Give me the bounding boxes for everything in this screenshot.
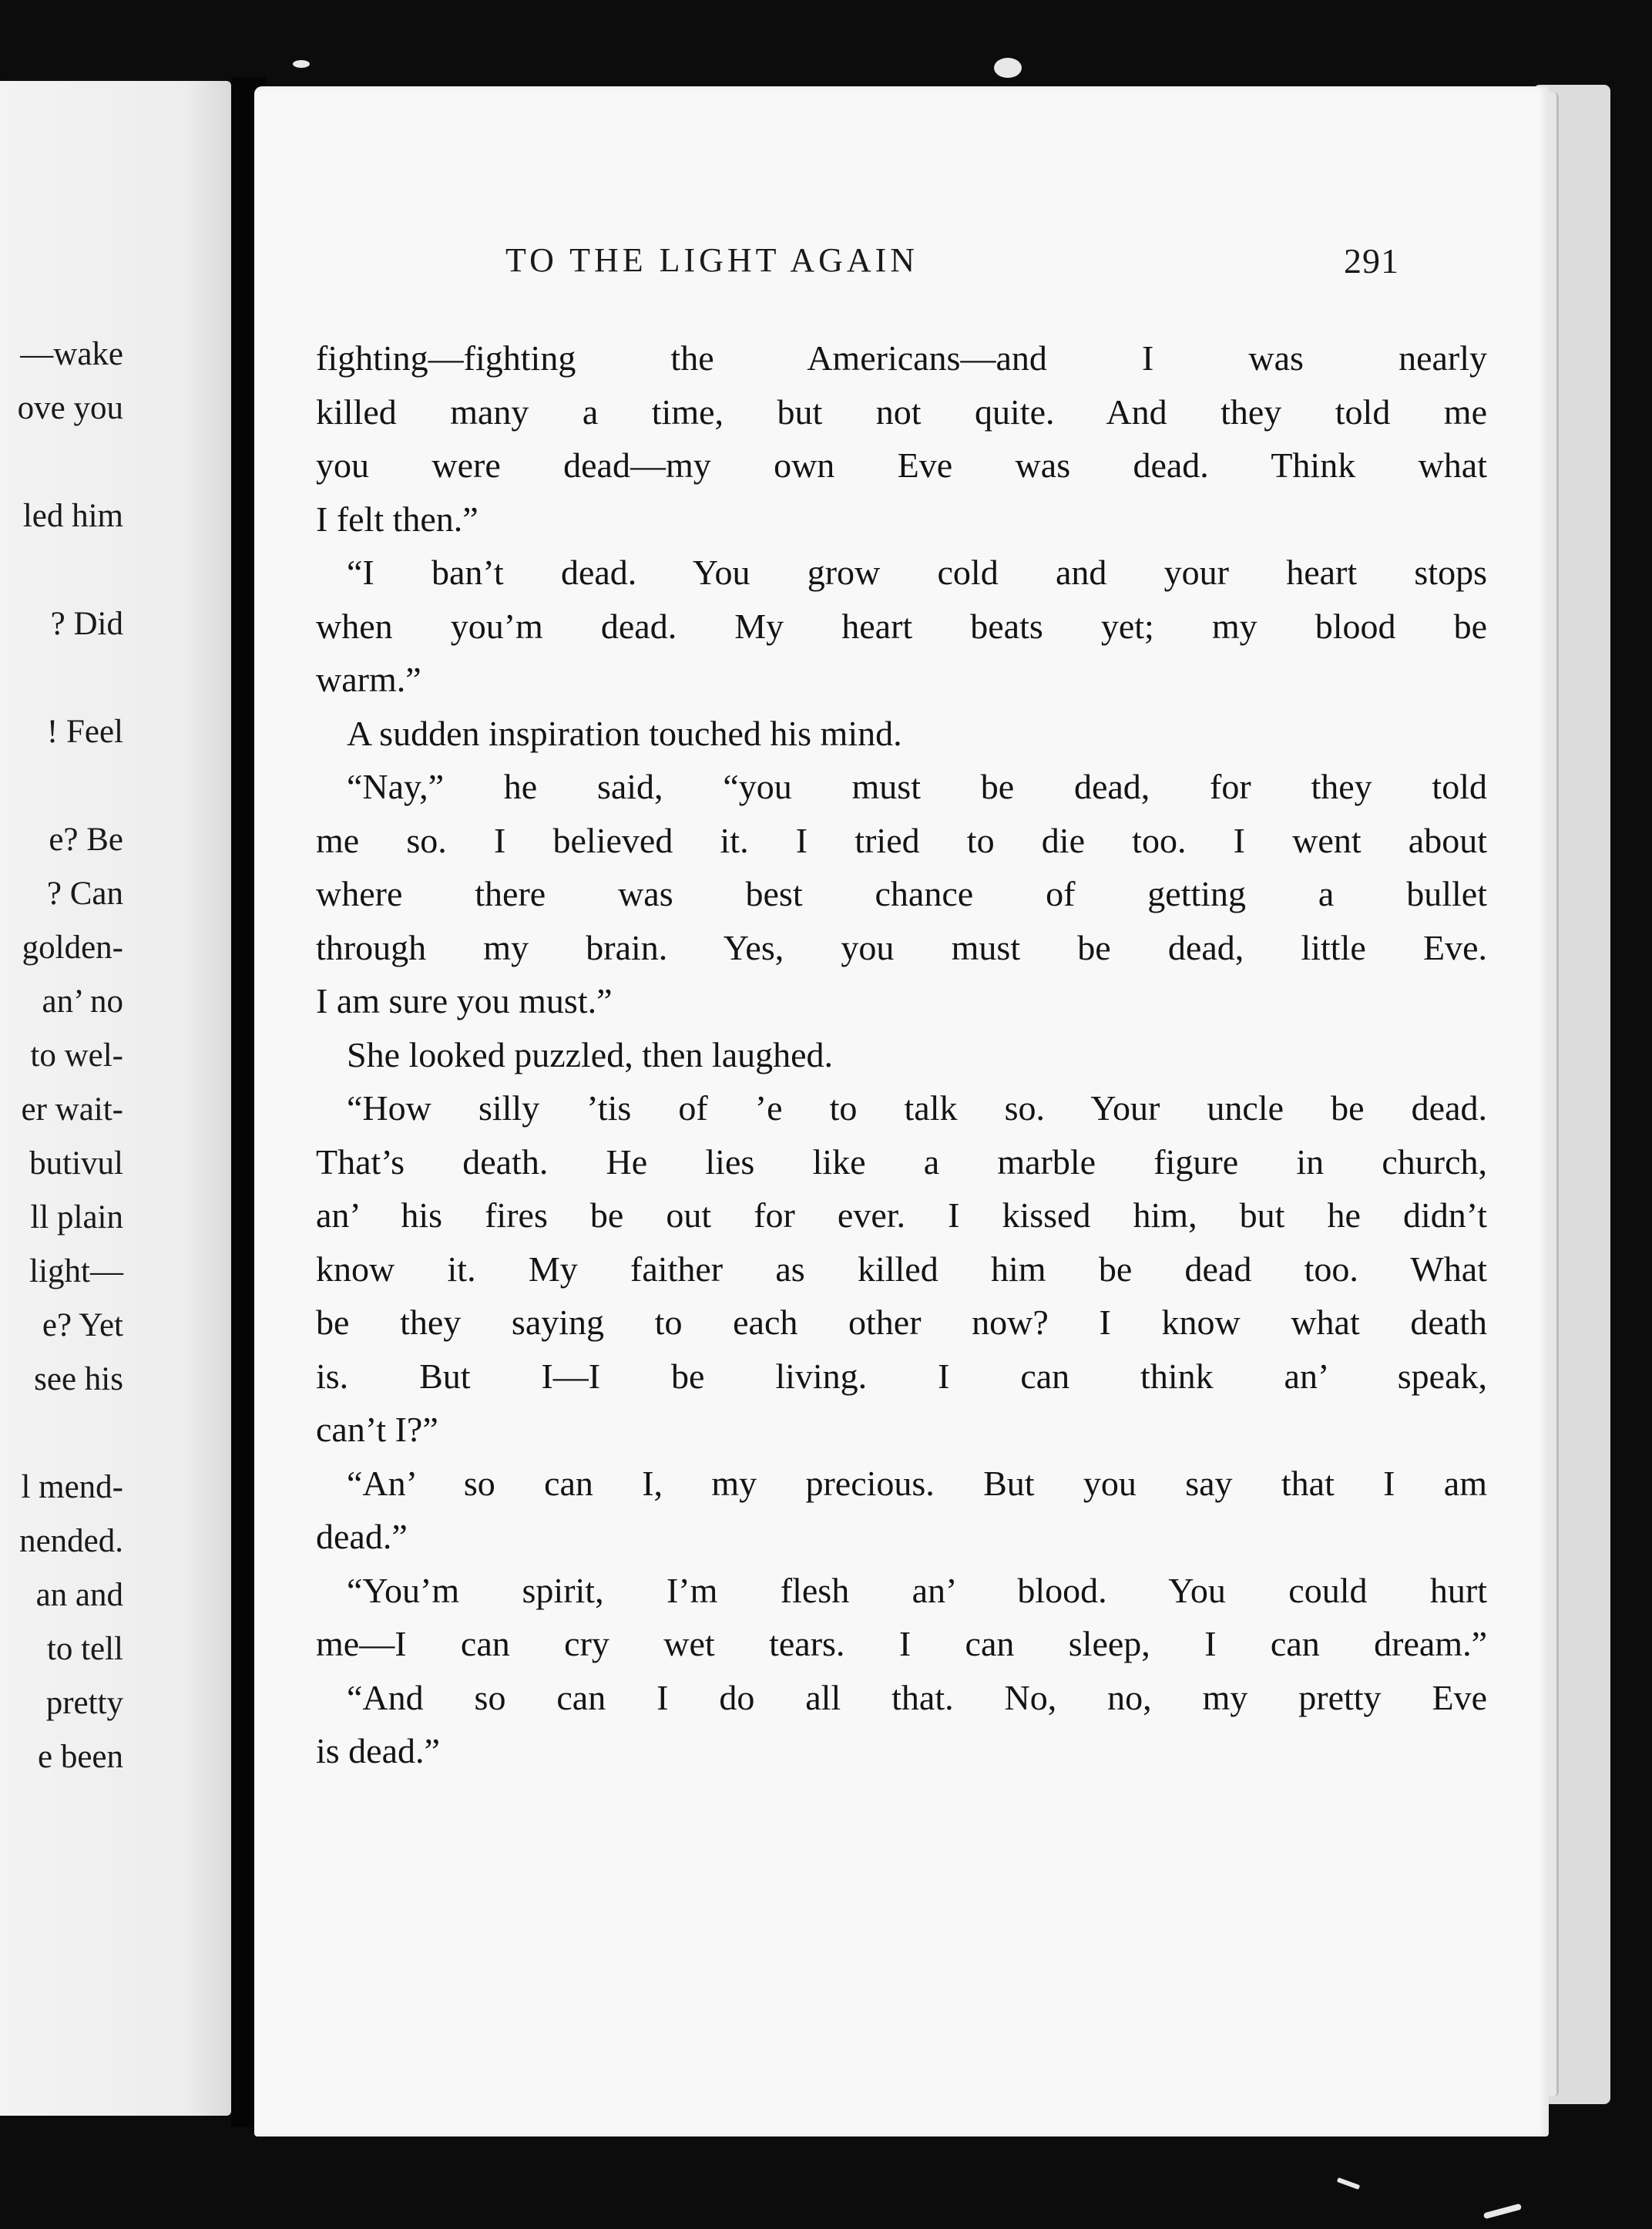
text-line: dead.”: [316, 1517, 408, 1556]
facing-page-line: pretty: [45, 1685, 123, 1721]
text-line: I am sure you must.”: [316, 981, 613, 1020]
text-line: an’ his fires be out for ever. I kissed him, but he didn’t: [316, 1195, 1487, 1235]
facing-page-line: light—: [29, 1253, 123, 1289]
facing-page-line: —wake: [20, 336, 123, 372]
facing-page-line: ! Feel: [46, 714, 123, 750]
text-line: “An’ so can I, my precious. But you say that I am: [347, 1463, 1487, 1503]
text-line: can’t I?”: [316, 1410, 438, 1449]
running-header: [505, 240, 1399, 294]
text-line: is dead.”: [316, 1731, 440, 1770]
text-line: A sudden inspiration touched his mind.: [347, 713, 902, 753]
facing-page-line: l mend-: [21, 1469, 123, 1505]
text-line: “I ban’t dead. You grow cold and your heart stops: [347, 553, 1487, 592]
facing-page-line: ll plain: [30, 1199, 123, 1236]
text-line: you were dead—my own Eve was dead. Think what: [316, 445, 1487, 485]
facing-page-line: butivul: [29, 1145, 123, 1182]
text-line: warm.”: [316, 660, 421, 699]
text-line: “Nay,” he said, “you must be dead, for they told: [347, 767, 1487, 806]
scan-speck: [1483, 2204, 1522, 2220]
running-head-title: TO THE LIGHT AGAIN: [505, 241, 919, 279]
text-line: is. But I—I be living. I can think an’ speak,: [316, 1356, 1487, 1396]
text-line: fighting—fighting the Americans—and I was nearly: [316, 338, 1487, 378]
text-line: “You’m spirit, I’m flesh an’ blood. You could hurt: [347, 1570, 1487, 1610]
text-line: where there was best chance of getting a bullet: [316, 874, 1487, 913]
text-line: through my brain. Yes, you must be dead, little Eve.: [316, 927, 1487, 967]
text-line: be they saying to each other now? I know what death: [316, 1303, 1487, 1342]
facing-page-line: ove you: [17, 390, 123, 426]
text-line: “How silly ’tis of ’e to talk so. Your uncle be dead.: [347, 1088, 1487, 1128]
facing-page-line: e? Be: [49, 822, 123, 858]
text-line: I felt then.”: [316, 499, 478, 539]
text-line: when you’m dead. My heart beats yet; my blood be: [316, 606, 1487, 646]
scan-speck: [1337, 2177, 1360, 2190]
facing-page-line: an’ no: [42, 983, 123, 1020]
facing-page-line: golden-: [22, 930, 123, 966]
facing-page: [0, 81, 231, 2116]
facing-page-line: to tell: [46, 1631, 123, 1667]
facing-page-line: led him: [22, 498, 123, 534]
facing-page-line: nended.: [19, 1523, 123, 1559]
facing-page-line: e? Yet: [42, 1307, 123, 1343]
text-line: “And so can I do all that. No, no, my pretty Eve: [347, 1677, 1487, 1717]
facing-page-line: to wel-: [30, 1037, 123, 1074]
facing-page-line: e been: [37, 1739, 123, 1775]
text-line: She looked puzzled, then laughed.: [347, 1034, 834, 1074]
facing-page-line: ? Can: [46, 876, 123, 912]
book-page: [254, 86, 1549, 2137]
scan-speck: [293, 60, 310, 68]
facing-page-line: er wait-: [21, 1091, 123, 1128]
text-line: killed many a time, but not quite. And they told me: [316, 392, 1487, 432]
text-line: That’s death. He lies like a marble figure in church,: [316, 1141, 1487, 1182]
facing-page-line: see his: [34, 1361, 123, 1397]
facing-page-line: an and: [35, 1577, 123, 1613]
body-text: [316, 331, 1487, 1778]
text-line: me so. I believed it. I tried to die too. I went about: [316, 820, 1487, 860]
text-line: know it. My faither as killed him be dead too. What: [316, 1249, 1487, 1289]
page-number: 291: [1344, 241, 1399, 281]
facing-page-line: ? Did: [50, 606, 123, 642]
scan-speck: [994, 58, 1022, 78]
text-line: me—I can cry wet tears. I can sleep, I can dream.”: [316, 1624, 1487, 1663]
